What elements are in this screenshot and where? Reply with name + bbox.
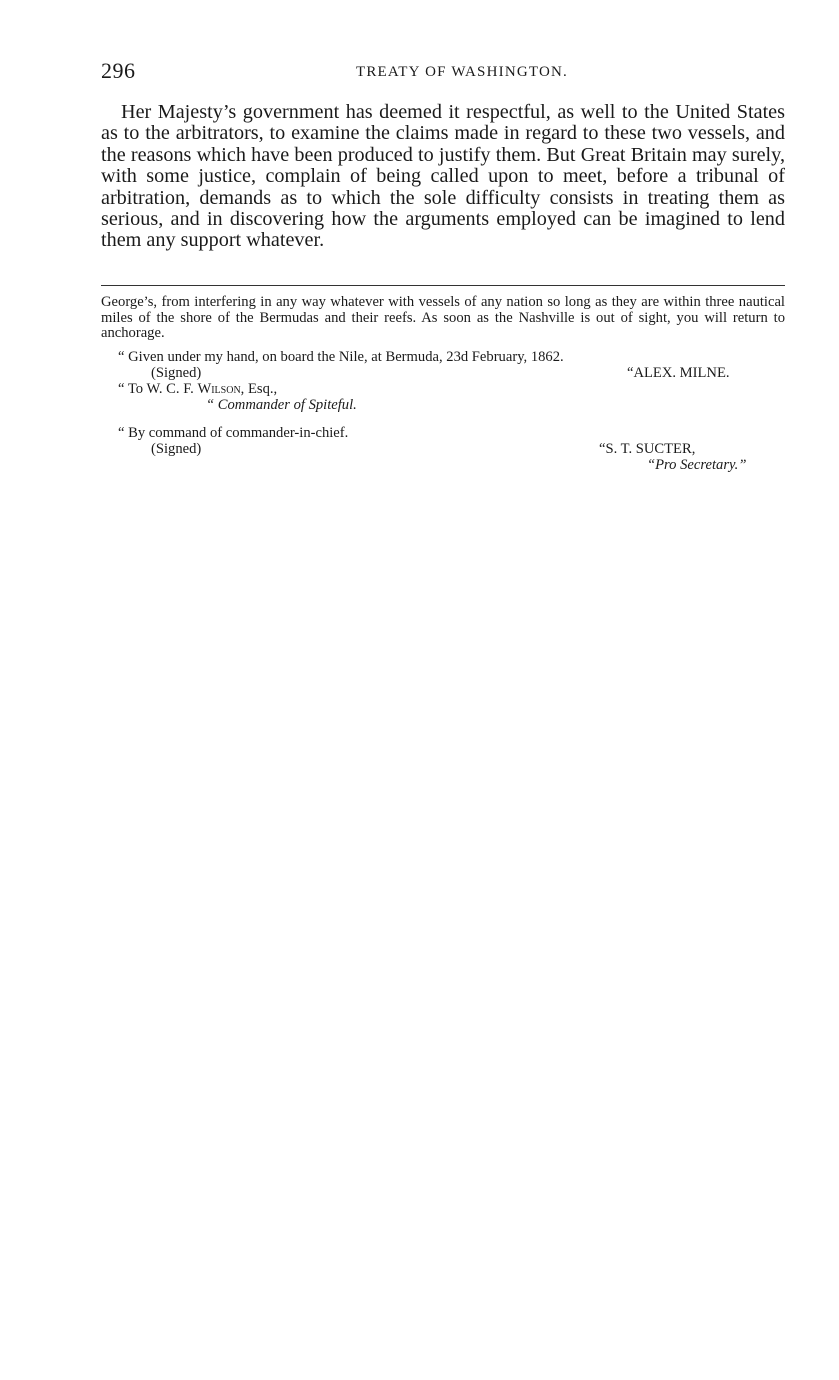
- footnote-signatory-2-title: “Pro Secretary.”: [647, 457, 747, 473]
- footnote-by-command: “ By command of commander-in-chief.: [118, 425, 349, 441]
- page-number: 296: [101, 58, 136, 83]
- running-title: TREATY OF WASHINGTON.: [355, 64, 568, 80]
- addressee-suffix: , Esq.,: [240, 381, 278, 397]
- footnote-signed-2: (Signed): [151, 441, 202, 457]
- page-header: [101, 58, 785, 88]
- body-paragraph: Her Majesty’s government has deemed it respectful, as well to the United States as to the arbitrators, to examine the claims made in regard to these two vessels, and the reasons which have been produced to justify them. But Great Britain may surely, with some justice, complain of being called upon to meet, before a tribunal of arbitration, demands as to which the sole difficulty consists in treating them as serious, and in discovering how the arguments employed can be imagined to lend them any support whatever.: [101, 101, 785, 252]
- footnote-addressee: [118, 381, 277, 397]
- addressee-prefix: “ To W. C. F.: [118, 381, 198, 397]
- footnote-divider: [101, 285, 785, 286]
- addressee-name: Wilson: [197, 381, 241, 397]
- footnote-signed-1: (Signed): [151, 365, 202, 381]
- footnote-commander-line: “ Commander of Spiteful.: [206, 397, 357, 413]
- footnote-signatory-2: “S. T. SUCTER,: [599, 441, 696, 457]
- footnote-given-line: “ Given under my hand, on board the Nile, at Bermuda, 23d February, 1862.: [118, 349, 564, 365]
- footnote-continuation: George’s, from interfering in any way whatever with vessels of any nation so long as they are within three nautical miles of the shore of the Bermudas and their reefs. As soon as the Nashville is out of sight, you will return to anchorage.: [101, 294, 785, 342]
- footnote-signatory-1: “ALEX. MILNE.: [627, 365, 730, 381]
